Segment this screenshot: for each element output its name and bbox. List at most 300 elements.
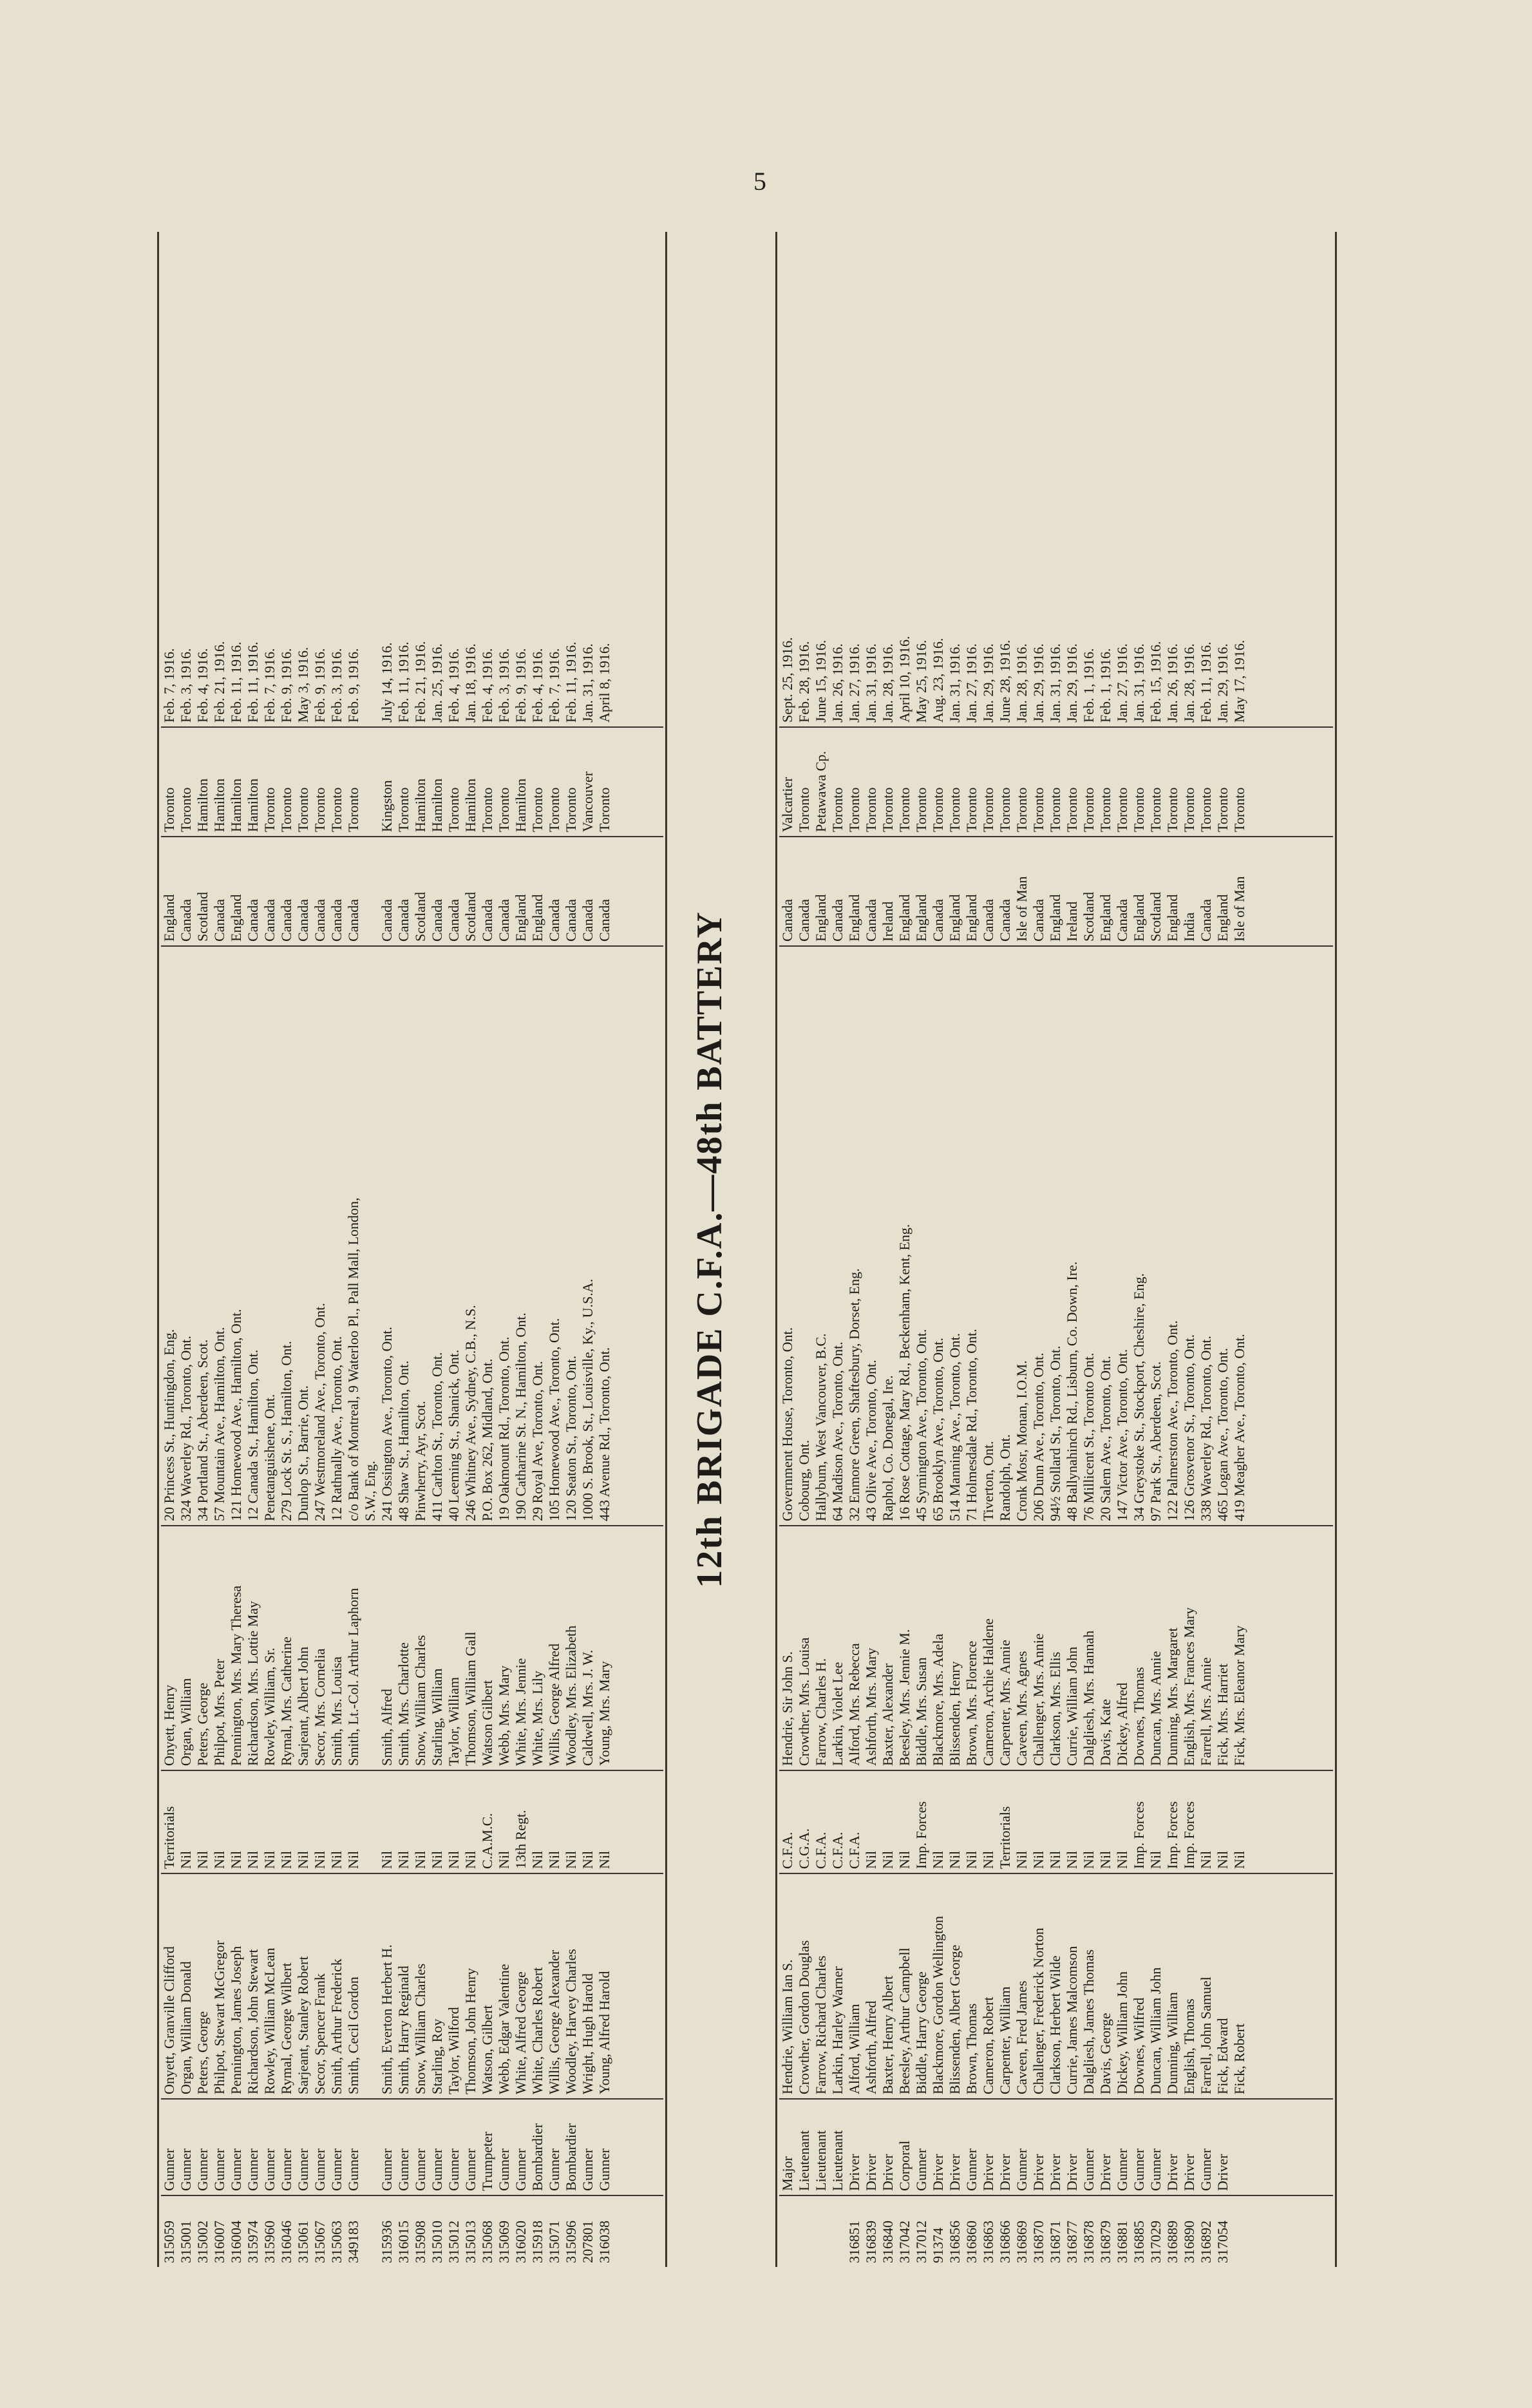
table-cell: 316878 xyxy=(1081,2221,1097,2263)
table-cell: 29 Royal Ave, Toronto, Ont. xyxy=(529,1361,545,1521)
table-cell: Feb. 3, 1916. xyxy=(496,648,512,723)
table-cell: Gunner xyxy=(261,2148,278,2191)
table-cell: Thomson, William Gall xyxy=(462,1631,478,1766)
table-cell: 465 Logan Ave., Toronto, Ont. xyxy=(1215,1348,1231,1521)
table-cell: Canada xyxy=(328,899,345,942)
table-cell: Sept. 25, 1916. xyxy=(779,637,795,723)
table-cell: 315013 xyxy=(462,2221,478,2263)
table-cell: Gunner xyxy=(1081,2148,1097,2191)
table-cell: Nil xyxy=(563,1850,579,1869)
table-cell: 338 Waverley Rd., Toronto, Ont. xyxy=(1198,1336,1214,1521)
table-cell: England xyxy=(813,894,829,942)
table-cell: Lieutenant xyxy=(813,2130,829,2191)
table-cell: Toronto xyxy=(1097,787,1113,832)
table-cell: Beesley, Mrs. Jennie M. xyxy=(896,1629,913,1766)
table-cell: England xyxy=(529,894,545,942)
table-cell: Nil xyxy=(1215,1850,1231,1869)
table-cell: Nil xyxy=(412,1850,428,1869)
table-cell: Toronto xyxy=(963,787,979,832)
table-cell: Toronto xyxy=(529,787,545,832)
table-cell: Driver xyxy=(880,2154,896,2191)
table-cell: Aug. 23, 1916. xyxy=(930,638,946,723)
table-cell: 316020 xyxy=(513,2221,529,2263)
table-cell: Feb. 28, 1916. xyxy=(796,641,812,723)
table-cell: Richardson, John Stewart xyxy=(245,1949,261,2094)
table-cell: 315936 xyxy=(379,2221,395,2263)
table-cell: 13th Regt. xyxy=(513,1810,529,1869)
table-cell: Crowther, Gordon Douglas xyxy=(796,1940,812,2094)
table-cell: Toronto xyxy=(913,787,929,832)
table-cell: Valcartier xyxy=(779,777,795,832)
table-cell: 316015 xyxy=(395,2221,411,2263)
table-cell: Nil xyxy=(1231,1850,1247,1869)
table-cell: 105 Homewood Ave., Toronto, Ont. xyxy=(546,1318,562,1521)
table-cell: 324 Waverley Rd., Toronto, Ont. xyxy=(178,1336,194,1521)
table-cell: 246 Whitney Ave., Sydney, C.B., N.S. xyxy=(462,1305,478,1521)
table-cell: Gunner xyxy=(462,2148,478,2191)
table-cell: Jan. 29, 1916. xyxy=(1030,643,1046,723)
table-cell: Sarjeant, Albert John xyxy=(295,1646,311,1766)
table-cell: Cobourg, Ont. xyxy=(796,1439,812,1521)
table-cell: Gunner xyxy=(913,2148,929,2191)
table-cell: Davis, George xyxy=(1097,2013,1113,2094)
table-cell: Driver xyxy=(1047,2154,1063,2191)
table-cell: 316892 xyxy=(1198,2221,1214,2263)
table-cell: 43 Olive Ave., Toronto, Ont. xyxy=(863,1360,879,1521)
table-cell: Richardson, Mrs. Lottie May xyxy=(245,1600,261,1766)
table-cell: Vancouver xyxy=(580,771,596,832)
table-cell: India xyxy=(1181,912,1197,942)
table-cell: Feb. 7, 1916. xyxy=(261,648,278,723)
table-cell: 316889 xyxy=(1164,2221,1180,2263)
table-cell: England xyxy=(1215,894,1231,942)
table-cell: Driver xyxy=(947,2154,963,2191)
table-cell: Toronto xyxy=(446,787,462,832)
table-cell: White, Alfred George xyxy=(513,1971,529,2094)
table-cell: Ireland xyxy=(880,901,896,942)
table-cell: Gunner xyxy=(295,2148,311,2191)
table-cell: 419 Meagher Ave., Toronto, Ont. xyxy=(1231,1334,1247,1521)
table-cell: Dickey, William John xyxy=(1114,1971,1130,2094)
table-cell: England xyxy=(1097,894,1113,942)
table-cell: Peters, George xyxy=(194,1682,211,1766)
table-cell: Philpot, Stewart McGregor xyxy=(211,1940,227,2094)
table-cell: Clarkson, Mrs. Ellis xyxy=(1047,1651,1063,1766)
table-cell: Feb. 11, 1916. xyxy=(563,641,579,723)
table-cell: Toronto xyxy=(1064,787,1080,832)
table-cell: Farrow, Charles H. xyxy=(813,1658,829,1766)
table-cell: Cronk Mosr, Monan, I.O.M. xyxy=(1014,1360,1030,1521)
table-cell: Smith, Arthur Frederick xyxy=(328,1958,345,2094)
table-cell: England xyxy=(1047,894,1063,942)
table-cell: Gunner xyxy=(211,2148,227,2191)
table-cell: Toronto xyxy=(863,787,879,832)
table-cell: Driver xyxy=(1097,2154,1113,2191)
table-cell: Canada xyxy=(997,899,1013,942)
table-cell: Scotland xyxy=(412,892,428,942)
table-cell: Toronto xyxy=(896,787,913,832)
table-cell: Smith, Mrs. Charlotte xyxy=(395,1642,411,1766)
table-cell: Scotland xyxy=(1148,892,1164,942)
table-cell: 48 Shaw St., Hamilton, Ont. xyxy=(395,1360,411,1521)
table-cell: 316004 xyxy=(228,2221,244,2263)
table-cell: Jan. 31, 1916. xyxy=(580,643,596,723)
table-cell: Toronto xyxy=(1114,787,1130,832)
table-cell: Smith, Harry Reginald xyxy=(395,1966,411,2094)
table-cell: Nil xyxy=(880,1850,896,1869)
table-cell: Canada xyxy=(496,899,512,942)
table-cell: Nil xyxy=(546,1850,562,1869)
table-cell: Rowley, William, Sr. xyxy=(261,1647,278,1766)
table-cell: Feb. 11, 1916. xyxy=(228,641,244,723)
table-cell: 316046 xyxy=(278,2221,294,2263)
table-cell: Fick, Robert xyxy=(1231,2024,1247,2094)
table-cell: Ashforth, Alfred xyxy=(863,2000,879,2094)
table-cell: Driver xyxy=(1215,2154,1231,2191)
table-cell: Toronto xyxy=(261,787,278,832)
table-cell: Hamilton xyxy=(429,778,445,832)
table-cell: Toronto xyxy=(161,787,177,832)
table-cell: C.F.A. xyxy=(813,1832,829,1869)
table-cell: April 8, 1916. xyxy=(596,643,612,723)
table-cell: Toronto xyxy=(947,787,963,832)
table-cell: Webb, Edgar Valentine xyxy=(496,1964,512,2094)
table-cell xyxy=(829,2196,846,2267)
table-cell: Penetanguishene, Ont. xyxy=(261,1394,278,1521)
table-cell: Gunner xyxy=(513,2148,529,2191)
table-cell: Toronto xyxy=(1081,787,1097,832)
table-cell: Toronto xyxy=(997,787,1013,832)
table-cell: Hamilton xyxy=(412,778,428,832)
table-cell: England xyxy=(963,894,979,942)
table-cell: Carpenter, William xyxy=(997,1986,1013,2094)
table-cell: 57 Mountain Ave., Hamilton, Ont. xyxy=(211,1327,227,1521)
name-column xyxy=(161,1874,663,2100)
table-cell: Nil xyxy=(496,1850,512,1869)
table-cell: Canada xyxy=(278,899,294,942)
address-column xyxy=(161,947,663,1526)
table-cell: Webb, Mrs. Mary xyxy=(496,1665,512,1766)
table-cell: Feb. 4, 1916. xyxy=(194,648,211,723)
table-cell: 64 Madison Ave., Toronto, Ont. xyxy=(829,1341,846,1521)
table-cell: 279 Lock St. S., Hamilton, Ont. xyxy=(278,1341,294,1521)
table-cell: Toronto xyxy=(1198,787,1214,832)
table-cell: 514 Manning Ave., Toronto, Ont. xyxy=(947,1332,963,1521)
table-cell: Toronto xyxy=(1148,787,1164,832)
table-cell: English, Mrs. Frances Mary xyxy=(1181,1607,1197,1766)
table-cell: Carpenter, Mrs. Annie xyxy=(997,1640,1013,1766)
table-cell: 316839 xyxy=(863,2221,879,2263)
table-cell: 316871 xyxy=(1047,2221,1063,2263)
table-cell: Caveen, Mrs. Agnes xyxy=(1014,1651,1030,1766)
table-cell: Nil xyxy=(1198,1850,1214,1869)
table-cell: Toronto xyxy=(1047,787,1063,832)
table-cell: Snow, William Charles xyxy=(412,1963,428,2094)
table-cell: Thomson, John Henry xyxy=(462,1967,478,2094)
table-cell: Nil xyxy=(596,1850,612,1869)
table-cell: 315974 xyxy=(245,2221,261,2263)
table-cell: Kingston xyxy=(379,780,395,832)
table-rule-top xyxy=(157,232,159,2267)
table-cell: Territorials xyxy=(997,1806,1013,1869)
table-cell: Young, Alfred Harold xyxy=(596,1971,612,2094)
table-cell: Gunner xyxy=(345,2148,361,2191)
table-cell: Toronto xyxy=(1215,787,1231,832)
table-cell: 316863 xyxy=(980,2221,996,2263)
table-cell: Pennington, Mrs. Mary Theresa xyxy=(228,1585,244,1766)
table-cell xyxy=(362,1526,379,1770)
table-cell: Imp. Forces xyxy=(1181,1801,1197,1869)
table-cell: Willis, George Alexander xyxy=(546,1949,562,2094)
table-cell: Gunner xyxy=(446,2148,462,2191)
table-cell xyxy=(779,2196,796,2267)
register-group-2 xyxy=(779,232,1333,2267)
table-cell: Fick, Edward xyxy=(1215,2018,1231,2094)
table-cell: 120 Seaton St., Toronto, Ont. xyxy=(563,1355,579,1521)
table-cell: Rowley, William McLean xyxy=(261,1948,278,2094)
table-cell: Nil xyxy=(245,1850,261,1869)
table-cell: Canada xyxy=(580,899,596,942)
table-cell: Canada xyxy=(1030,899,1046,942)
table-cell: Toronto xyxy=(546,787,562,832)
table-cell: 207801 xyxy=(580,2221,596,2263)
table-cell: Feb. 9, 1916. xyxy=(278,648,294,723)
table-cell: June 15, 1916. xyxy=(813,640,829,723)
table-cell: 317029 xyxy=(1148,2221,1164,2263)
table-cell: Nil xyxy=(529,1850,545,1869)
table-cell: Toronto xyxy=(312,787,328,832)
date-column xyxy=(779,580,1333,728)
table-cell: Feb. 11, 1916. xyxy=(395,641,411,723)
table-cell: Nil xyxy=(963,1850,979,1869)
table-cell: Nil xyxy=(178,1850,194,1869)
battery-heading: 12th BRIGADE C.F.A.—48th BATTERY xyxy=(690,911,730,1588)
table-cell: Toronto xyxy=(1014,787,1030,832)
table-cell: Toronto xyxy=(295,787,311,832)
table-cell: Hamilton xyxy=(462,778,478,832)
table-cell: S.W., Eng. xyxy=(362,1461,378,1521)
table-cell: Nil xyxy=(1081,1850,1097,1869)
table-cell xyxy=(362,1874,379,2098)
register-table-1 xyxy=(161,232,663,2267)
table-cell: Jan. 27, 1916. xyxy=(846,643,862,723)
table-cell: C.F.A. xyxy=(829,1832,846,1869)
table-cell: 411 Carlton St., Toronto, Ont. xyxy=(429,1352,445,1521)
table-cell: 315067 xyxy=(312,2221,328,2263)
table-cell: 94½ Stollard St., Toronto, Ont. xyxy=(1047,1345,1063,1521)
table-cell: Hamilton xyxy=(194,778,211,832)
table-cell: England xyxy=(228,894,244,942)
table-cell: 317012 xyxy=(913,2221,929,2263)
table-cell: Bombardier xyxy=(563,2123,579,2191)
table-cell: Hallybum, West Vancouver, B.C. xyxy=(813,1333,829,1521)
table-cell: Watson, Gilbert xyxy=(479,2005,495,2094)
table-rule-bottom xyxy=(665,232,667,2267)
table-cell: Randolph, Ont. xyxy=(997,1434,1013,1521)
table-cell: Rymal, George Wilbert xyxy=(278,1962,294,2094)
table-cell: Feb. 4, 1916. xyxy=(529,648,545,723)
table-cell: Canada xyxy=(479,899,495,942)
table-cell: Taylor, Wilford xyxy=(446,2007,462,2094)
table-cell: Canada xyxy=(980,899,996,942)
table-cell: Brown, Thomas xyxy=(963,2003,979,2094)
table-cell: White, Mrs. Jennie xyxy=(513,1658,529,1766)
table-cell: 316860 xyxy=(963,2221,979,2263)
table-cell: Driver xyxy=(846,2154,862,2191)
table-cell: Trumpeter xyxy=(479,2131,495,2191)
table-cell: Smith, Everton Herbert H. xyxy=(379,1944,395,2094)
place-column xyxy=(161,728,663,837)
table-cell: White, Charles Robert xyxy=(529,1967,545,2094)
table-cell: Gunner xyxy=(194,2148,211,2191)
table-cell: Jan. 18, 1916. xyxy=(462,643,478,723)
table-cell: Blissenden, Albert George xyxy=(947,1944,963,2094)
table-cell: Gunner xyxy=(395,2148,411,2191)
table-cell: Challenger, Frederick Norton xyxy=(1030,1928,1046,2094)
table-cell: Toronto xyxy=(1181,787,1197,832)
table-cell: Crowther, Mrs. Louisa xyxy=(796,1637,812,1766)
table-cell: Woodley, Mrs. Elizabeth xyxy=(563,1626,579,1766)
table-cell: P.O. Box 262, Midland, Ont. xyxy=(479,1358,495,1521)
rotated-register xyxy=(161,232,1333,2267)
table-cell: Canada xyxy=(930,899,946,942)
place-column xyxy=(779,728,1333,837)
page-number: 5 xyxy=(753,167,766,196)
table-cell: Canada xyxy=(796,899,812,942)
table-cell xyxy=(362,1771,379,1873)
table-cell: 76 Millicent St., Toronto Ont. xyxy=(1081,1352,1097,1521)
table-cell: Downes, Thomas xyxy=(1131,1667,1147,1766)
table-cell: Secor, Mrs. Cornelia xyxy=(312,1648,328,1766)
table-cell: Gunner xyxy=(580,2148,596,2191)
table-cell: Feb. 1, 1916. xyxy=(1097,648,1113,723)
table-cell: Tiverton, Ont. xyxy=(980,1441,996,1521)
table-cell: Baxter, Alexander xyxy=(880,1663,896,1766)
table-cell: 16 Rose Cottage, Mary Rd., Beckenham, Kent, Eng. xyxy=(896,1224,913,1521)
table-cell: Government House, Toronto, Ont. xyxy=(779,1327,795,1521)
table-cell: Toronto xyxy=(1131,787,1147,832)
table-cell: 315059 xyxy=(161,2221,177,2263)
table-cell: Jan. 25, 1916. xyxy=(429,643,445,723)
table-cell: Dalgliesh, James Thomas xyxy=(1081,1949,1097,2094)
table-cell: 34 Portland St., Aberdeen, Scot. xyxy=(194,1339,211,1521)
table-cell: Farrow, Richard Charles xyxy=(813,1955,829,2094)
date-column xyxy=(161,580,663,728)
table-cell: Jan. 29, 1916. xyxy=(1215,643,1231,723)
table-cell: Toronto xyxy=(328,787,345,832)
table-cell: Toronto xyxy=(178,787,194,832)
table-cell: Feb. 3, 1916. xyxy=(178,648,194,723)
table-cell: White, Mrs. Lily xyxy=(529,1671,545,1766)
table-cell: July 14, 1916. xyxy=(379,642,395,723)
table-cell: Canada xyxy=(596,899,612,942)
table-cell: Gunner xyxy=(429,2148,445,2191)
table-cell: Major xyxy=(779,2156,795,2191)
table-rule-bottom xyxy=(1335,232,1337,2267)
table-cell: Hamilton xyxy=(211,778,227,832)
table-cell: Toronto xyxy=(496,787,512,832)
table-cell: Cameron, Archie Haldene xyxy=(980,1618,996,1766)
table-cell: Nil xyxy=(295,1850,311,1869)
table-cell: Feb. 7, 1916. xyxy=(161,648,177,723)
table-cell: 126 Grosvenor St., Toronto, Ont. xyxy=(1181,1334,1197,1521)
table-cell: Canada xyxy=(429,899,445,942)
table-cell: Organ, William xyxy=(178,1678,194,1766)
table-cell: Nil xyxy=(261,1850,278,1869)
table-cell: 316038 xyxy=(596,2221,612,2263)
table-cell: Jan. 28, 1916. xyxy=(880,643,896,723)
table-cell: Toronto xyxy=(846,787,862,832)
table-cell: Scotland xyxy=(194,892,211,942)
table-cell: Nil xyxy=(429,1850,445,1869)
table-cell: May 17, 1916. xyxy=(1231,640,1247,723)
table-cell: Imp. Forces xyxy=(913,1801,929,1869)
table-cell: 316890 xyxy=(1181,2221,1197,2263)
table-cell: Organ, William Donald xyxy=(178,1961,194,2094)
table-cell: Toronto xyxy=(980,787,996,832)
table-cell: 315908 xyxy=(412,2221,428,2263)
table-cell: Duncan, Mrs. Annie xyxy=(1148,1651,1164,1766)
table-cell: Cameron, Robert xyxy=(980,1996,996,2094)
table-cell: Toronto xyxy=(596,787,612,832)
table-cell: Nil xyxy=(395,1850,411,1869)
table-cell: Nil xyxy=(194,1850,211,1869)
table-cell: Nil xyxy=(580,1850,596,1869)
table-cell: 315960 xyxy=(261,2221,278,2263)
table-cell: Canada xyxy=(245,899,261,942)
table-cell: Isle of Man xyxy=(1014,876,1030,942)
table-cell: Downes, Wilfred xyxy=(1131,1997,1147,2094)
table-cell: Jan. 27, 1916. xyxy=(963,643,979,723)
table-cell: 12 Rathnally Ave., Toronto, Ont. xyxy=(328,1336,345,1521)
table-cell: 40 Leeming St., Shanick, Ont. xyxy=(446,1349,462,1521)
table-cell: Onyett, Henry xyxy=(161,1685,177,1766)
table-cell: Nil xyxy=(1064,1850,1080,1869)
table-cell: Feb. 4, 1916. xyxy=(479,648,495,723)
table-cell: Feb. 9, 1916. xyxy=(513,648,529,723)
table-cell: Fick, Mrs. Eleanor Mary xyxy=(1231,1625,1247,1766)
table-cell: Isle of Man xyxy=(1231,876,1247,942)
table-cell: Starling, Roy xyxy=(429,2018,445,2094)
table-cell: Driver xyxy=(930,2154,946,2191)
table-cell: England xyxy=(947,894,963,942)
table-cell: Ireland xyxy=(1064,901,1080,942)
table-cell: Canada xyxy=(295,899,311,942)
table-cell xyxy=(362,837,379,945)
table-cell: Jan. 26, 1916. xyxy=(829,643,846,723)
table-cell: Feb. 9, 1916. xyxy=(312,648,328,723)
table-cell: 32 Enmore Green, Shaftesbury, Dorset, Eng. xyxy=(846,1268,862,1521)
table-cell: 19 Oakmount Rd., Toronto, Ont. xyxy=(496,1336,512,1521)
table-cell: Farrell, John Samuel xyxy=(1198,1977,1214,2094)
table-cell: 12 Canada St., Hamilton, Ont. xyxy=(245,1349,261,1521)
table-cell: Gunner xyxy=(312,2148,328,2191)
table-cell: 316869 xyxy=(1014,2221,1030,2263)
table-cell: Biddle, Mrs. Susan xyxy=(913,1657,929,1766)
table-cell: Ashforth, Mrs. Mary xyxy=(863,1647,879,1766)
table-cell: Feb. 11, 1916. xyxy=(1198,641,1214,723)
table-cell: 71 Holmesdale Rd., Toronto, Ont. xyxy=(963,1329,979,1521)
table-cell xyxy=(362,2100,379,2195)
table-cell: Toronto xyxy=(563,787,579,832)
table-cell: 1000 S. Brook, St., Louisville, Ky., U.S.A. xyxy=(580,1278,596,1521)
table-cell: Toronto xyxy=(1164,787,1180,832)
name-column xyxy=(779,1874,1333,2100)
table-cell: Taylor, William xyxy=(446,1676,462,1766)
table-cell: Fick, Mrs. Harriet xyxy=(1215,1664,1231,1766)
table-cell: Pennington, James Joseph xyxy=(228,1946,244,2094)
table-cell: Nil xyxy=(379,1850,395,1869)
